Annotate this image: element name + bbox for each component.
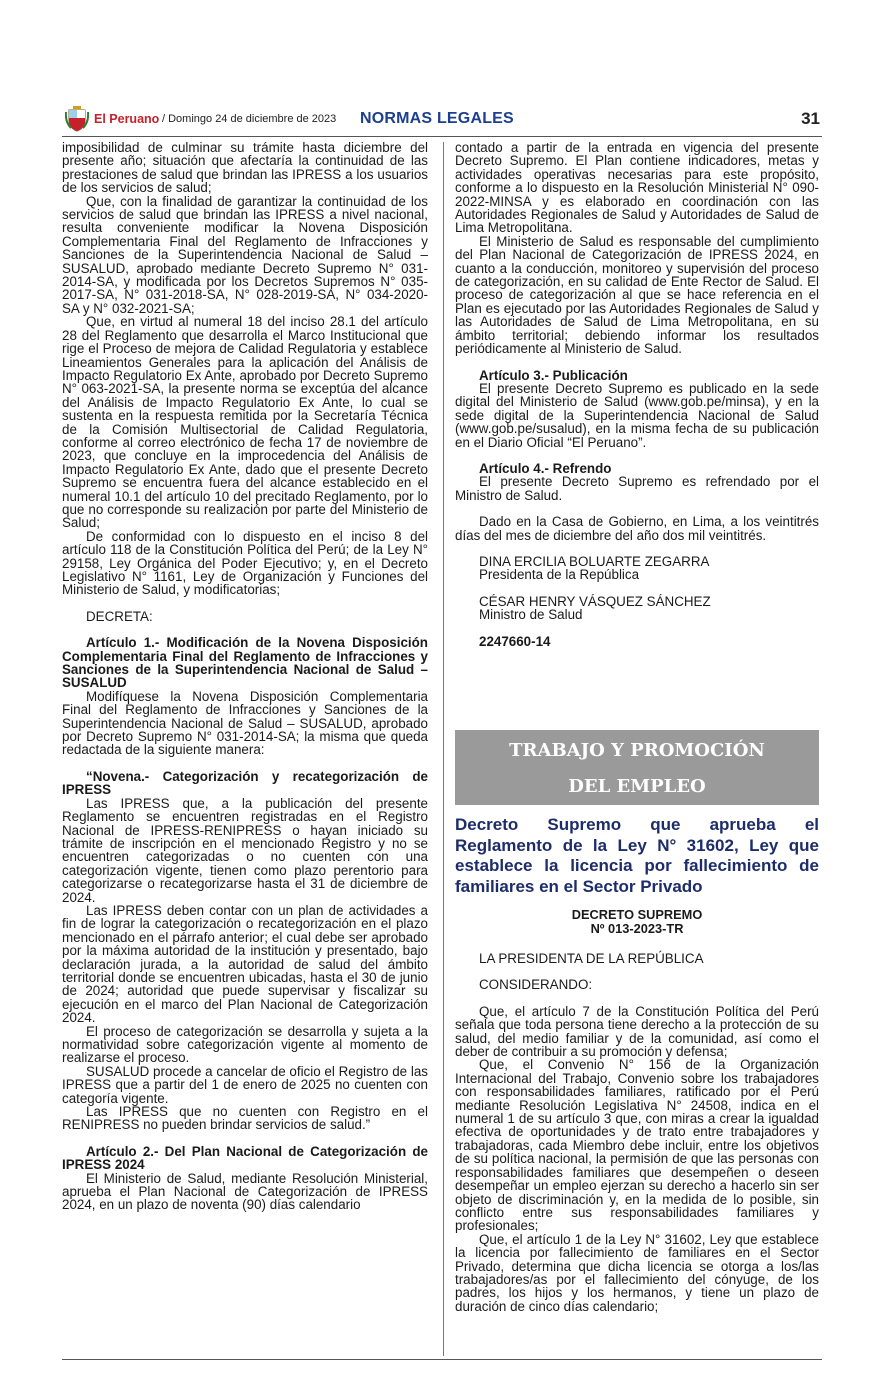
column-divider — [443, 142, 444, 1356]
paragraph: Modifíquese la Novena Disposición Complementaria Final del Reglamento de Infracciones y Sanciones de la Superintendencia Nacional de Salud – SUSALUD, aprobado por Decreto Supremo N° 031-2014-SA; la misma que queda redactada de la siguiente manera: — [62, 688, 428, 758]
publication-code: 2247660-14 — [479, 633, 551, 649]
decree-header — [455, 908, 819, 936]
paragraph: El Ministerio de Salud, mediante Resolución Ministerial, aprueba el Plan Nacional de Categorización de IPRESS 2024, en un plazo de noventa (90) días calendario — [62, 1170, 428, 1213]
decree-body — [455, 952, 819, 1313]
right-column — [455, 141, 819, 648]
banner-line-2: DEL EMPLEO — [568, 776, 706, 797]
decree-number: Nº 013-2023-TR — [590, 921, 684, 936]
dado-paragraph: Dado en la Casa de Gobierno, en Lima, a los veintitrés días del mes de diciembre del año dos mil veintitrés. — [455, 514, 819, 543]
paragraph: contado a partir de la entrada en vigencia del presente Decreto Supremo. El Plan contiene indicadores, metas y actividades operativas necesarias para este propósito, conforme a lo dispuesto en la Resolución Ministerial N° 090-2022-MINSA y es elaborado en coordinación con las Autoridades Regionales de Salud y Autoridades de Salud de Lima Metropolitana. — [455, 140, 819, 236]
paragraph: De conformidad con lo dispuesto en el inciso 8 del artículo 118 de la Constitución Política del Perú; de la Ley N° 29158, Ley Orgánica del Poder Ejecutivo; y, en el Decreto Legislativo N° 1161, Ley de Organización y Funciones del Ministerio de Salud, y modificatorias; — [62, 528, 428, 598]
signatory-name: DINA ERCILIA BOLUARTE ZEGARRA — [479, 553, 710, 569]
paragraph: El presente Decreto Supremo es publicado en la sede digital del Ministerio de Salud (www.gob.pe/minsa), y en la sede digital de la Superintendencia Nacional de Salud (www.gob.pe/susalud), en la misma fecha de su publicación en el Diario Oficial “El Peruano”. — [455, 380, 819, 450]
novena-title: “Novena.- Categorización y recategorización de IPRESS — [62, 768, 428, 798]
paragraph: Que, en virtud al numeral 18 del inciso 28.1 del artículo 28 del Reglamento que desarrolla el Marco Institucional que rige el Proceso de mejora de Calidad Regulatoria y establece Lineamientos Generales para la aplicación del Análisis de Impacto Regulatorio Ex Ante, aprobado por Decreto Supremo N° 063-2021-SA, la presente norma se exceptúa del alcance del Análisis de Impacto Regulatorio Ex Ante, lo cual se sustenta en la respuesta remitida por la Secretaría Técnica de la Comisión Multisectorial de Calidad Regulatoria, conforme al correo electrónico de fecha 17 de noviembre de 2023, que concluye en la improcedencia del Análisis de Impacto Regulatorio Ex Ante, dado que el presente Decreto Supremo se encuentra fuera del alcance establecido en el numeral 10.1 del artículo 10 del precitado Reglamento, por lo que no corresponde su realización por parte del Ministerio de Salud; — [62, 314, 428, 531]
article-1-title: Artículo 1.- Modificación de la Novena Disposición Complementaria Final del Reglamento de Infracciones y Sanciones de la Superintendencia Nacional de Salud – SUSALUD — [62, 635, 428, 691]
section-banner — [455, 730, 819, 805]
paragraph: El proceso de categorización se desarrolla y sujeta a la normatividad sobre categorización vigente al momento de realizarse el proceso. — [62, 1023, 428, 1066]
article-2-title: Artículo 2.- Del Plan Nacional de Categorización de IPRESS 2024 — [62, 1143, 428, 1173]
presidenta-line: LA PRESIDENTA DE LA REPÚBLICA — [479, 951, 704, 966]
signatory-role: Ministro de Salud — [479, 607, 583, 623]
paragraph: Que, con la finalidad de garantizar la continuidad de los servicios de salud que brindan las IPRESS a nivel nacional, resulta conveniente modificar la Novena Disposición Complementaria Final del Reglamento de Infracciones y Sanciones de la Superintendencia Nacional de Salud – SUSALUD, aprobado mediante Decreto Supremo N° 031-2014-SA, y modificada por los Decretos Supremos N° 035-2017-SA, N° 031-2018-SA, N° 028-2019-SA, N° 034-2020-SA y N° 032-2021-SA; — [62, 193, 428, 316]
signatory-name: CÉSAR HENRY VÁSQUEZ SÁNCHEZ — [479, 593, 711, 609]
header-rule — [62, 136, 822, 137]
banner-line-1: TRABAJO Y PROMOCIÓN — [509, 740, 765, 761]
decreta-heading: DECRETA: — [86, 608, 153, 624]
paragraph: Que, el artículo 1 de la Ley N° 31602, Ley que establece la licencia por fallecimiento de familiares en el Sector Privado, determina que dicha licencia se otorga a los/las trabajadores/as por el fallecimiento del cónyuge, de los padres, los hijos y los hermanos, y tiene un plazo de duración de cinco días calendario; — [455, 1231, 819, 1314]
coat-of-arms-icon — [65, 106, 89, 133]
paragraph: Las IPRESS deben contar con un plan de actividades a fin de lograr la categorización o recategorización en el plazo mencionado en el párrafo anterior; el cual debe ser aprobado por la máxima autoridad de la institución y presentado, bajo declaración jurada, a la autoridad de salud del ámbito territorial donde se encuentren ubicadas, hasta el 30 de junio de 2024; autoridad que puede supervisar y fiscalizar su ejecución en el marco del Plan Nacional de Categorización 2024. — [62, 902, 428, 1026]
newspaper-brand: El Peruano — [94, 112, 160, 126]
article-4-title: Artículo 4.- Refrendo — [479, 460, 612, 476]
left-column — [62, 141, 428, 1212]
decree-label: DECRETO SUPREMO — [571, 907, 703, 922]
paragraph: Las IPRESS que no cuenten con Registro en el RENIPRESS no pueden brindar servicios de salud.” — [62, 1104, 428, 1133]
section-title: NORMAS LEGALES — [360, 110, 514, 127]
paragraph: SUSALUD procede a cancelar de oficio el Registro de las IPRESS que a partir del 1 de enero de 2025 no cuenten con categoría vigente. — [62, 1063, 428, 1106]
considerando-heading: CONSIDERANDO: — [479, 977, 593, 993]
paragraph: Que, el Convenio N° 156 de la Organización Internacional del Trabajo, Convenio sobre los trabajadores con responsabilidades familiares, ratificado por el Perú mediante Resolución Legislativa N° 24508, indica en el numeral 1 de su artículo 3 que, con miras a crear la igualdad efectiva de oportunidades y de trato entre trabajadores y trabajadoras, cada Miembro debe incluir, entre los objetivos de su política nacional, la permisión de que las personas con responsabilidades familiares que desempeñen o deseen desempeñar un empleo ejerzan su derecho a hacerlo sin ser objeto de discriminación y, en la medida de lo posible, sin conflicto entre sus responsabilidades familiares y profesionales; — [455, 1057, 819, 1234]
paragraph: Que, el artículo 7 de la Constitución Política del Perú señala que toda persona tiene derecho a la protección de su salud, del medio familiar y de la comunidad, así como el deber de contribuir a su promoción y defensa; — [455, 1003, 819, 1060]
paragraph: El presente Decreto Supremo es refrendado por el Ministro de Salud. — [455, 474, 819, 503]
decree-title: Decreto Supremo que aprueba el Reglamento de la Ley N° 31602, Ley que establece la licencia por fallecimiento de familiares en el Sector Privado — [455, 815, 819, 896]
footer-rule — [62, 1359, 822, 1360]
signatory-role: Presidenta de la República — [479, 567, 640, 583]
page-header — [62, 106, 822, 136]
article-3-title: Artículo 3.- Publicación — [479, 367, 628, 383]
paragraph: imposibilidad de culminar su trámite hasta diciembre del presente año; situación que afectaría la continuidad de las prestaciones de salud que brindan las IPRESS a los usuarios de los servicios de salud; — [62, 140, 428, 196]
paragraph: El Ministerio de Salud es responsable del cumplimiento del Plan Nacional de Categorización de IPRESS 2024, en cuanto a la conducción, monitoreo y supervisión del proceso de categorización, en su calidad de Ente Rector de Salud. El proceso de categorización al que se hace referencia en el Plan es ejecutado por las Autoridades Regionales de Salud y las Autoridades de Salud de Lima Metropolitana, en su ámbito territorial; debiendo informar los resultados periódicamente al Ministerio de Salud. — [455, 233, 819, 357]
paragraph: Las IPRESS que, a la publicación del presente Reglamento se encuentren registradas en el Registro Nacional de IPRESS-RENIPRESS o hayan iniciado su trámite de inscripción en el mencionado Registro y no se encuentren categorizadas o no cuenten con una categorización vigente, tienen como plazo perentorio para categorizarse o recategorizarse hasta el 31 de diciembre de 2024. — [62, 795, 428, 905]
publication-date: / Domingo 24 de diciembre de 2023 — [162, 113, 337, 125]
page-number: 31 — [801, 109, 820, 128]
